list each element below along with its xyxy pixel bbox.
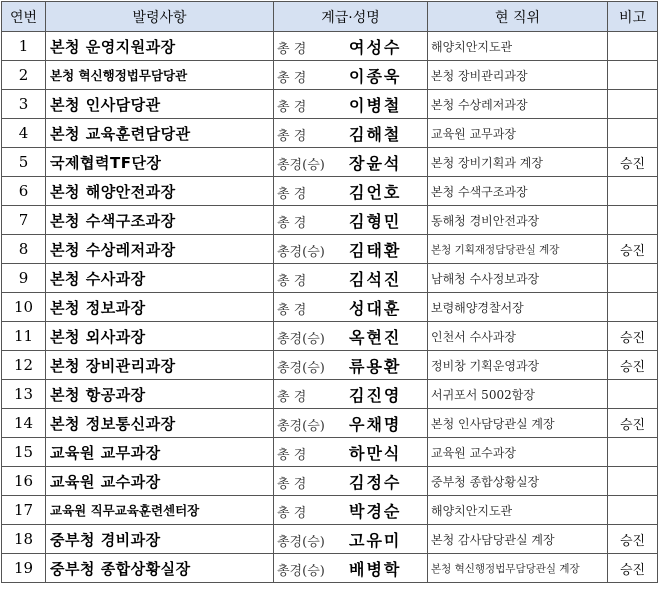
rank: 총 경	[277, 70, 307, 86]
row-number: 4	[2, 119, 46, 148]
rank-name-cell	[274, 90, 428, 119]
rank: 총 경	[277, 389, 307, 405]
header-no: 연번	[2, 2, 46, 32]
row-number: 2	[2, 61, 46, 90]
note	[608, 61, 658, 90]
row-number: 7	[2, 206, 46, 235]
person-name: 배병학	[349, 559, 402, 579]
appointed-post: 국제협력TF단장	[46, 148, 274, 177]
appointed-post: 교육원 교무과장	[46, 438, 274, 467]
rank-name-cell	[274, 467, 428, 496]
current-position: 정비창 기획운영과장	[428, 351, 608, 380]
rank: 총경(승)	[277, 360, 325, 376]
header-row	[2, 2, 658, 32]
header-note: 비고	[608, 2, 658, 32]
appointed-post: 교육원 직무교육훈련센터장	[46, 496, 274, 525]
rank: 총경(승)	[277, 331, 325, 347]
rank-name-cell	[274, 438, 428, 467]
current-position: 교육원 교수과장	[428, 438, 608, 467]
person-name: 김형민	[349, 211, 402, 231]
table-row	[2, 380, 658, 409]
rank: 총 경	[277, 41, 307, 57]
appointed-post: 본청 해양안전과장	[46, 177, 274, 206]
table-row	[2, 293, 658, 322]
current-position: 본청 수색구조과장	[428, 177, 608, 206]
note	[608, 293, 658, 322]
person-name: 이병철	[349, 95, 402, 115]
appointed-post: 본청 수색구조과장	[46, 206, 274, 235]
table-row	[2, 119, 658, 148]
current-position: 서귀포서 5002함장	[428, 380, 608, 409]
row-number: 15	[2, 438, 46, 467]
note	[608, 119, 658, 148]
current-position: 본청 인사담당관실 계장	[428, 409, 608, 438]
header-current: 현 직위	[428, 2, 608, 32]
table-row	[2, 264, 658, 293]
note	[608, 177, 658, 206]
appointed-post: 중부청 종합상황실장	[46, 554, 274, 583]
appointed-post: 본청 정보과장	[46, 293, 274, 322]
person-name: 김정수	[349, 472, 402, 492]
note: 승진	[608, 525, 658, 554]
person-name: 장윤석	[349, 153, 402, 173]
rank-name-cell	[274, 525, 428, 554]
row-number: 17	[2, 496, 46, 525]
appointed-post: 본청 혁신행정법무담당관	[46, 61, 274, 90]
current-position: 본청 장비기획과 계장	[428, 148, 608, 177]
row-number: 16	[2, 467, 46, 496]
rank: 총경(승)	[277, 418, 325, 434]
note	[608, 32, 658, 61]
rank-name-cell	[274, 496, 428, 525]
note	[608, 206, 658, 235]
note	[608, 264, 658, 293]
rank-name-cell	[274, 554, 428, 583]
table-row	[2, 235, 658, 264]
appointed-post: 교육원 교수과장	[46, 467, 274, 496]
row-number: 3	[2, 90, 46, 119]
rank-name-cell	[274, 380, 428, 409]
table-row	[2, 351, 658, 380]
row-number: 12	[2, 351, 46, 380]
current-position: 본청 혁신행정법무담당관실 계장	[428, 554, 608, 583]
person-name: 여성수	[349, 37, 402, 57]
rank-name-cell	[274, 177, 428, 206]
current-position: 교육원 교무과장	[428, 119, 608, 148]
person-name: 고유미	[349, 530, 402, 550]
rank: 총 경	[277, 505, 307, 521]
current-position: 중부청 종합상황실장	[428, 467, 608, 496]
person-name: 김해철	[349, 124, 402, 144]
rank-name-cell	[274, 206, 428, 235]
rank: 총 경	[277, 215, 307, 231]
rank-name-cell	[274, 264, 428, 293]
table-row	[2, 467, 658, 496]
appointed-post: 본청 정보통신과장	[46, 409, 274, 438]
appointed-post: 본청 수사과장	[46, 264, 274, 293]
current-position: 본청 감사담당관실 계장	[428, 525, 608, 554]
appointed-post: 본청 교육훈련담당관	[46, 119, 274, 148]
person-name: 김태환	[349, 240, 402, 260]
row-number: 13	[2, 380, 46, 409]
rank-name-cell	[274, 61, 428, 90]
table-row	[2, 90, 658, 119]
appointed-post: 본청 수상레저과장	[46, 235, 274, 264]
rank: 총 경	[277, 273, 307, 289]
current-position: 동해청 경비안전과장	[428, 206, 608, 235]
current-position: 본청 기획재정담당관실 계장	[428, 235, 608, 264]
appointed-post: 본청 장비관리과장	[46, 351, 274, 380]
row-number: 11	[2, 322, 46, 351]
row-number: 1	[2, 32, 46, 61]
table-row	[2, 61, 658, 90]
appointed-post: 본청 운영지원과장	[46, 32, 274, 61]
person-name: 우채명	[349, 414, 402, 434]
row-number: 14	[2, 409, 46, 438]
appointed-post: 본청 외사과장	[46, 322, 274, 351]
rank-name-cell	[274, 119, 428, 148]
current-position: 본청 수상레저과장	[428, 90, 608, 119]
table-row	[2, 32, 658, 61]
row-number: 18	[2, 525, 46, 554]
row-number: 19	[2, 554, 46, 583]
person-name: 하만식	[349, 443, 402, 463]
table-row	[2, 409, 658, 438]
table-row	[2, 322, 658, 351]
table-row	[2, 496, 658, 525]
row-number: 5	[2, 148, 46, 177]
current-position: 인천서 수사과장	[428, 322, 608, 351]
rank: 총 경	[277, 99, 307, 115]
person-name: 성대훈	[349, 298, 402, 318]
note	[608, 496, 658, 525]
row-number: 8	[2, 235, 46, 264]
table-row	[2, 206, 658, 235]
note: 승진	[608, 322, 658, 351]
note: 승진	[608, 351, 658, 380]
note	[608, 467, 658, 496]
rank-name-cell	[274, 409, 428, 438]
rank: 총경(승)	[277, 244, 325, 260]
rank-name-cell	[274, 293, 428, 322]
rank: 총경(승)	[277, 563, 325, 579]
person-name: 김진영	[349, 385, 402, 405]
rank-name-cell	[274, 32, 428, 61]
appointed-post: 중부청 경비과장	[46, 525, 274, 554]
table-row	[2, 148, 658, 177]
rank: 총 경	[277, 128, 307, 144]
note: 승진	[608, 235, 658, 264]
rank: 총경(승)	[277, 157, 325, 173]
table-row	[2, 525, 658, 554]
current-position: 남해청 수사정보과장	[428, 264, 608, 293]
table-row	[2, 554, 658, 583]
rank: 총경(승)	[277, 534, 325, 550]
table-row	[2, 177, 658, 206]
rank-name-cell	[274, 351, 428, 380]
person-name: 옥현진	[349, 327, 402, 347]
rank: 총 경	[277, 447, 307, 463]
row-number: 6	[2, 177, 46, 206]
rank: 총 경	[277, 186, 307, 202]
person-name: 김석진	[349, 269, 402, 289]
row-number: 10	[2, 293, 46, 322]
note	[608, 438, 658, 467]
appointed-post: 본청 인사담당관	[46, 90, 274, 119]
current-position: 보령해양경찰서장	[428, 293, 608, 322]
rank-name-cell	[274, 235, 428, 264]
current-position: 본청 장비관리과장	[428, 61, 608, 90]
note	[608, 90, 658, 119]
person-name: 류용환	[349, 356, 402, 376]
current-position: 해양치안지도관	[428, 32, 608, 61]
note: 승진	[608, 148, 658, 177]
note: 승진	[608, 409, 658, 438]
table-row	[2, 438, 658, 467]
current-position: 해양치안지도관	[428, 496, 608, 525]
note	[608, 380, 658, 409]
rank: 총 경	[277, 302, 307, 318]
row-number: 9	[2, 264, 46, 293]
appointed-post: 본청 항공과장	[46, 380, 274, 409]
note: 승진	[608, 554, 658, 583]
rank-name-cell	[274, 148, 428, 177]
personnel-table	[1, 1, 658, 583]
rank: 총 경	[277, 476, 307, 492]
person-name: 이종욱	[349, 66, 402, 86]
header-post: 발령사항	[46, 2, 274, 32]
header-rank-name: 계급·성명	[274, 2, 428, 32]
rank-name-cell	[274, 322, 428, 351]
person-name: 박경순	[349, 501, 402, 521]
person-name: 김언호	[349, 182, 402, 202]
